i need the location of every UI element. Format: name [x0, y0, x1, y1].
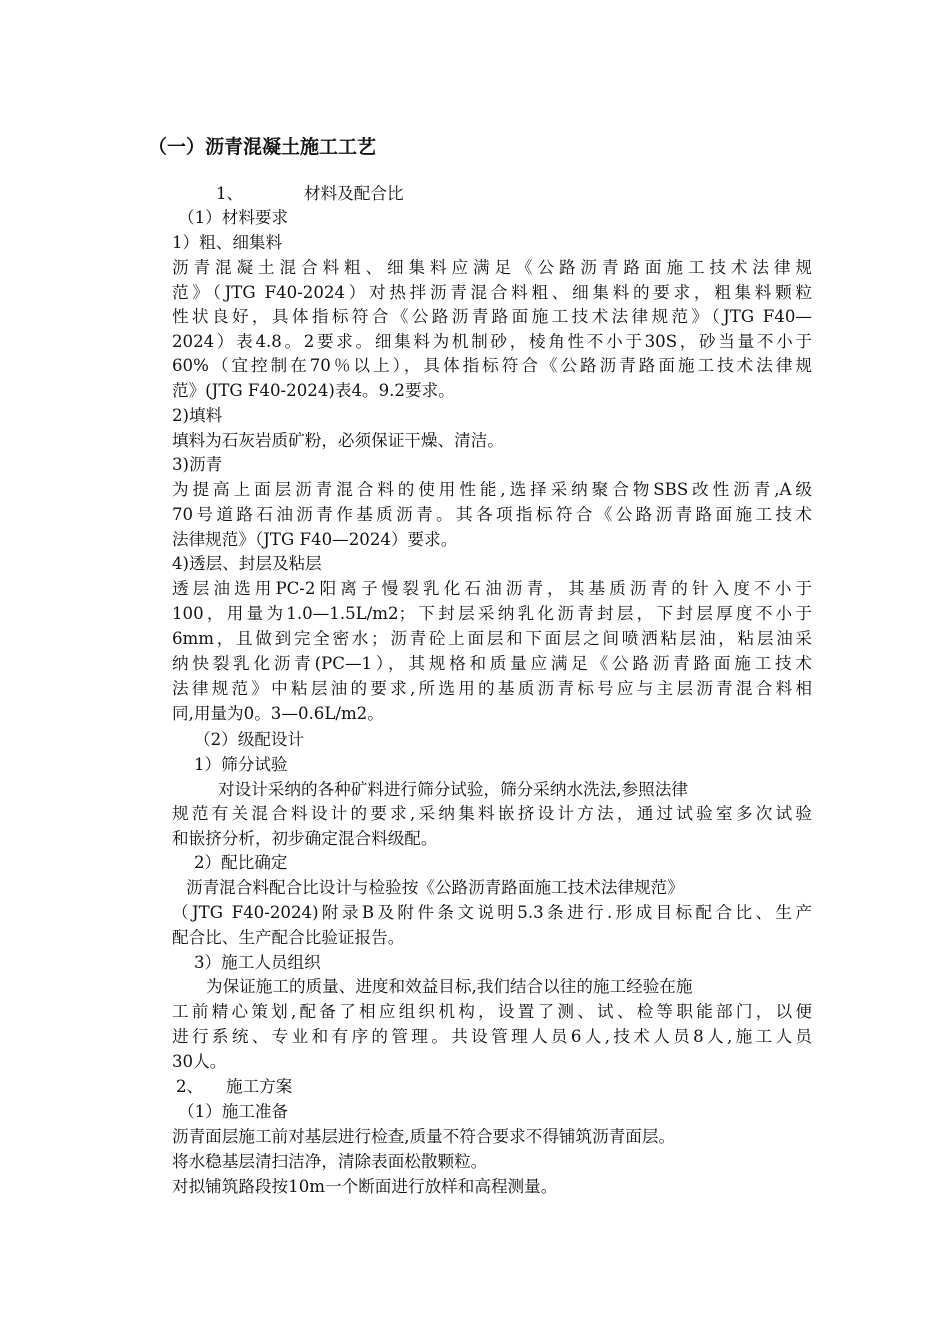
paragraph-line: 工前精心策划,配备了相应组织机构，设置了测、试、检等职能部门，以便: [172, 1002, 812, 1021]
paragraph-line: 纳快裂乳化沥青(PC—1），其规格和质量应满足《公路沥青路面施工技术: [172, 654, 812, 673]
paragraph-line: 30人。: [172, 1052, 227, 1071]
paragraph-line: （JTG F40-2024)附录B及附件条文说明5.3条进行.形成目标配合比、生产: [172, 903, 812, 922]
paragraph-line: 同,用量为0。3—0.6L/m2。: [172, 704, 384, 723]
paragraph-line: 性状良好，具体指标符合《公路沥青路面施工技术法律规范》（JTG F40—: [172, 307, 812, 326]
item-heading: 3）施工人员组织: [194, 953, 321, 972]
section-label: 施工方案: [226, 1077, 293, 1096]
section-number: 2、: [176, 1077, 204, 1096]
paragraph-line: 沥青混合料配合比设计与检验按《公路沥青路面施工技术法律规范》: [186, 878, 684, 897]
paragraph-line: 法律规范》（JTG F40—2024）要求。: [172, 530, 458, 549]
paragraph-line: 沥青面层施工前对基层进行检查,质量不符合要求不得铺筑沥青面层。: [172, 1127, 676, 1146]
paragraph-line: 将水稳基层清扫洁净，清除表面松散颗粒。: [172, 1152, 488, 1171]
item-heading: 1）筛分试验: [194, 755, 288, 774]
section-heading-2: [176, 1075, 816, 1099]
paragraph-line: 对拟铺筑路段按10m一个断面进行放样和高程测量。: [172, 1177, 558, 1196]
paragraph-line: 2024）表4.8。2要求。细集料为机制砂，棱角性不小于30S，砂当量不小于: [172, 332, 812, 351]
paragraph-line: 进行系统、专业和有序的管理。共设管理人员6人,技术人员8人,施工人员: [172, 1027, 812, 1046]
paragraph-line: 为保证施工的质量、进度和效益目标,我们结合以往的施工经验在施: [206, 977, 693, 996]
subsection-heading: （2）级配设计: [194, 730, 305, 749]
paragraph-line: 6mm，且做到完全密水；沥青砼上面层和下面层之间喷洒粘层油，粘层油采: [172, 629, 812, 648]
section-label: 材料及配合比: [304, 184, 404, 203]
item-heading: 2)填料: [172, 406, 223, 425]
subsection-heading: （1）施工准备: [178, 1102, 289, 1121]
paragraph-line: 对设计采纳的各种矿料进行筛分试验，筛分采纳水洗法,参照法律: [218, 780, 688, 799]
paragraph-line: 规范有关混合料设计的要求,采纳集料嵌挤设计方法，通过试验室多次试验: [172, 804, 812, 823]
document-title: （一）沥青混凝土施工工艺: [148, 136, 377, 158]
paragraph-line: 填料为石灰岩质矿粉，必须保证干燥、清洁。: [172, 431, 504, 450]
item-heading: 2）配比确定: [194, 853, 288, 872]
paragraph-line: 范》（JTG F40-2024）对热拌沥青混合料粗、细集料的要求，粗集料颗粒: [172, 283, 812, 302]
item-heading: 1）粗、细集料: [172, 233, 283, 252]
item-heading: 4)透层、封层及粘层: [172, 554, 322, 573]
paragraph-line: 法律规范》中粘层油的要求,所选用的基质沥青标号应与主层沥青混合料相: [172, 679, 812, 698]
item-heading: 3)沥青: [172, 455, 223, 474]
paragraph-line: 配合比、生产配合比验证报告。: [172, 928, 405, 947]
paragraph-line: 60%（宜控制在70％以上），具体指标符合《公路沥青路面施工技术法律规: [172, 356, 812, 375]
paragraph-line: 和嵌挤分析，初步确定混合料级配。: [172, 829, 438, 848]
section-heading-1: [216, 182, 856, 206]
subsection-heading: （1）材料要求: [178, 208, 289, 227]
paragraph-line: 透层油选用PC-2阳离子慢裂乳化石油沥青，其基质沥青的针入度不小于: [172, 579, 812, 598]
paragraph-line: 沥青混凝土混合料粗、细集料应满足《公路沥青路面施工技术法律规: [172, 258, 812, 277]
paragraph-line: 100，用量为1.0—1.5L/m2；下封层采纳乳化沥青封层，下封层厚度不小于: [172, 604, 812, 623]
section-number: 1、: [216, 184, 244, 203]
paragraph-line: 范》(JTG F40-2024)表4。9.2要求。: [172, 381, 455, 400]
paragraph-line: 为提高上面层沥青混合料的使用性能,选择采纳聚合物SBS改性沥青,A级: [172, 480, 812, 499]
paragraph-line: 70号道路石油沥青作基质沥青。其各项指标符合《公路沥青路面施工技术: [172, 505, 812, 524]
